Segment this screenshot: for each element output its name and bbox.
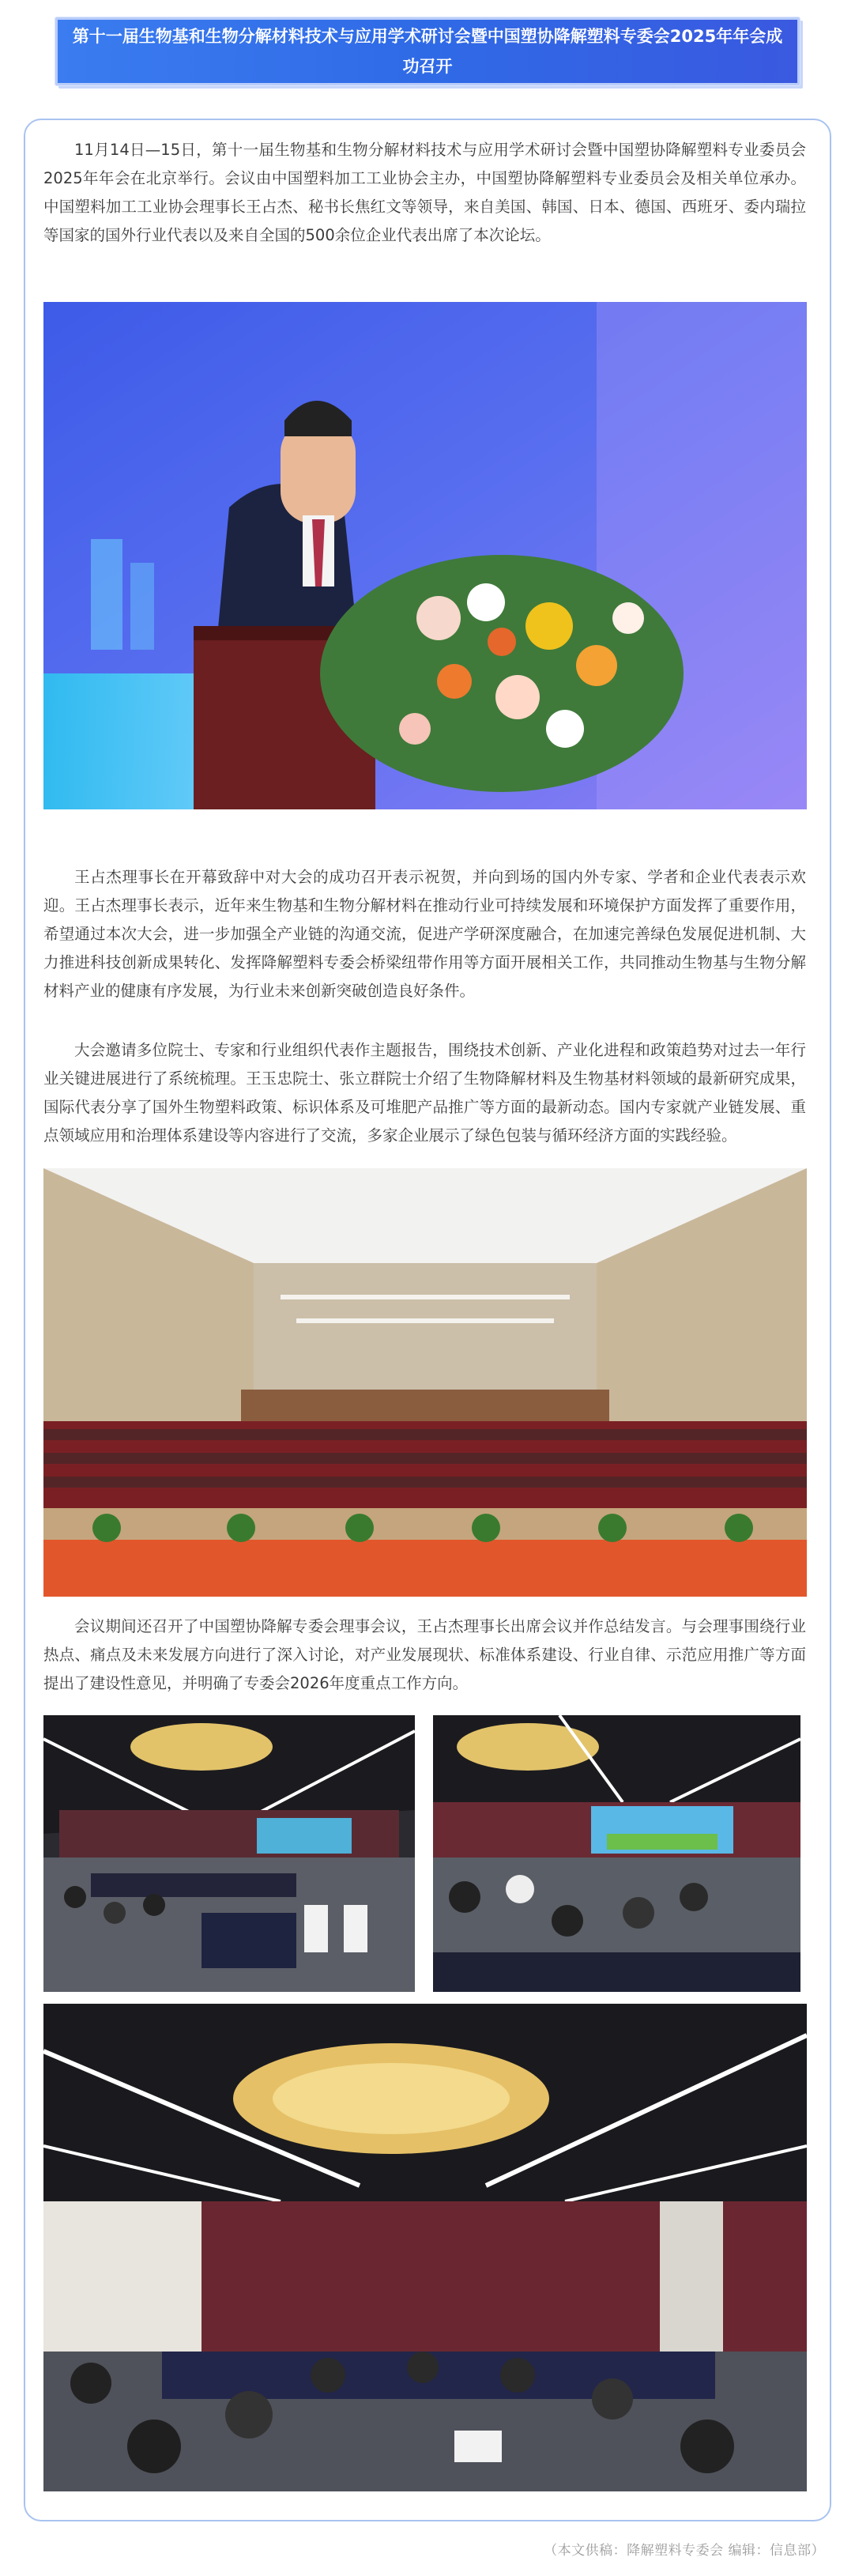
photo-council-meeting-wide bbox=[43, 2004, 807, 2491]
paragraph-keynote-reports: 大会邀请多位院士、专家和行业组织代表作主题报告，围绕技术创新、产业化进程和政策趋势对过去一年行业关键进展进行了系统梳理。王玉忠院士、张立群院士介绍了生物降解材料及生物基材料领域的最新研究成果，国际代表分享了国外生物塑料政策、标识体系及可堆肥产品推广等方面的最新动态。国内专家就产业链发展、重点领域应用和治理体系建设等内容进行了交流，多家企业展示了绿色包装与循环经济方面的实践经验。 bbox=[43, 1041, 806, 1145]
title-banner bbox=[55, 17, 800, 85]
photo-speaker-podium bbox=[43, 302, 807, 809]
paragraph-intro: 11月14日—15日，第十一届生物基和生物分解材料技术与应用学术研讨会暨中国塑协降解塑料专业委员会2025年年会在北京举行。会议由中国塑料加工工业协会主办，中国塑协降解塑料专业委员会及相关单位承办。中国塑料加工工业协会理事长王占杰、秘书长焦红文等领导，来自美国、韩国、日本、德国、西班牙、委内瑞拉等国家的国外行业代表以及来自全国的500余位企业代表出席了本次论坛。 bbox=[43, 141, 806, 244]
paragraph-opening-speech: 王占杰理事长在开幕致辞中对大会的成功召开表示祝贺，并向到场的国内外专家、学者和企业代表表示欢迎。王占杰理事长表示，近年来生物基和生物分解材料在推动行业可持续发展和环境保护方面发挥了重要作用，希望通过本次大会，进一步加强全产业链的沟通交流，促进产学研深度融合，在加速完善绿色发展促进机制、大力推进科技创新成果转化、发挥降解塑料专委会桥梁纽带作用等方面开展相关工作，共同推动生物基与生物分解材料产业的健康有序发展，为行业未来创新突破创造良好条件。 bbox=[43, 868, 806, 1000]
photo-council-meeting-right bbox=[433, 1715, 800, 1992]
paragraph-council-meeting: 会议期间还召开了中国塑协降解专委会理事会议，王占杰理事长出席会议并作总结发言。与会理事围绕行业热点、痛点及未来发展方向进行了深入讨论，对产业发展现状、标准体系建设、行业自律、示范应用推广等方面提出了建设性意见，并明确了专委会2026年度重点工作方向。 bbox=[43, 1617, 806, 1692]
photo-council-meeting-left bbox=[43, 1715, 415, 1992]
photo-conference-hall bbox=[43, 1168, 807, 1597]
article-title: 第十一届生物基和生物分解材料技术与应用学术研讨会暨中国塑协降解塑料专委会2025年年会成功召开 bbox=[72, 27, 783, 76]
article-footer-credit: （本文供稿：降解塑料专委会 编辑：信息部） bbox=[544, 2543, 825, 2559]
